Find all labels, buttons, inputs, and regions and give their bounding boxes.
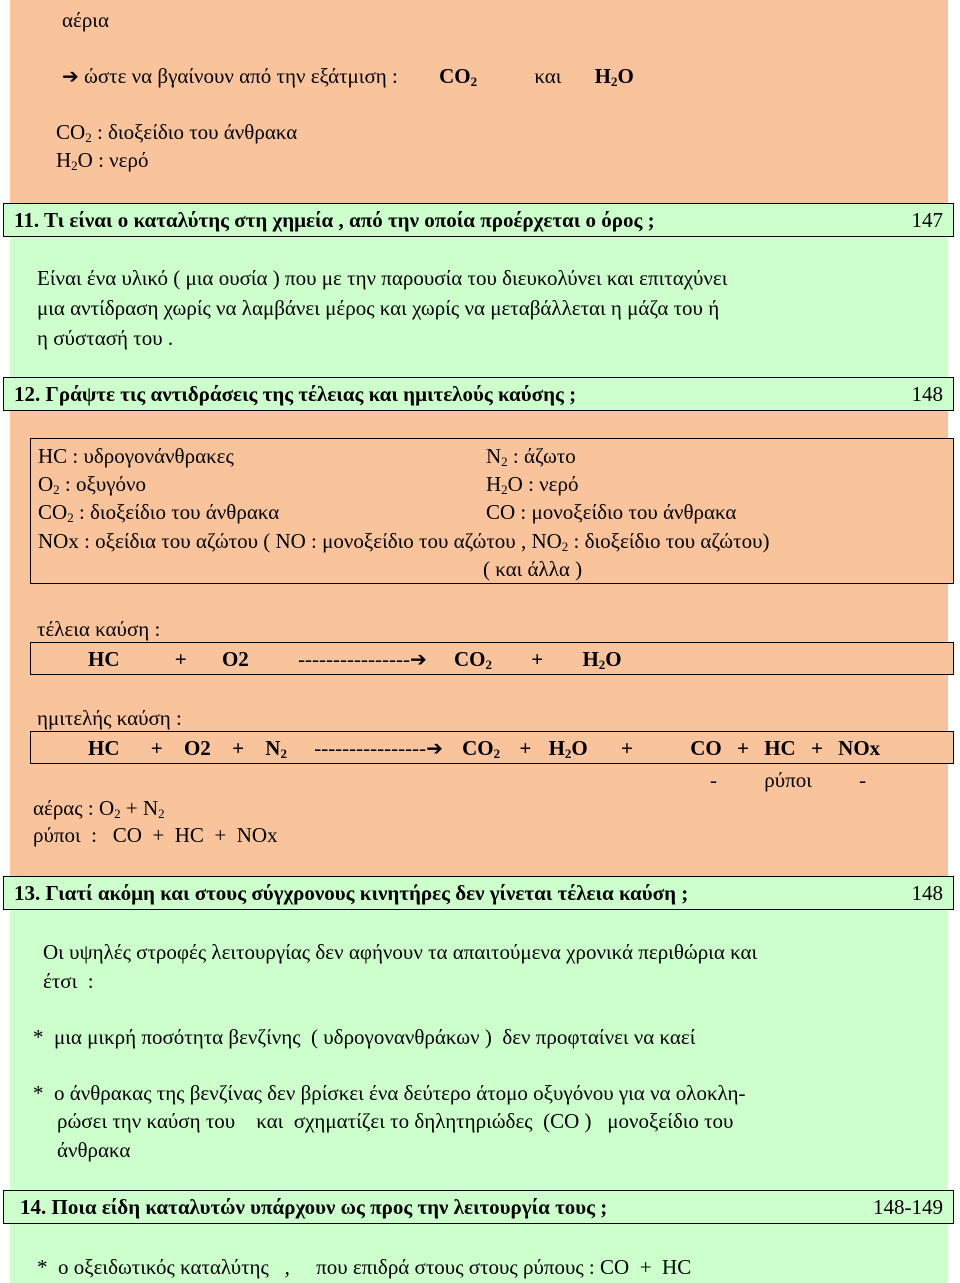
q13-bullet-2-line-3: άνθρακα bbox=[57, 1138, 131, 1162]
arrow-right-icon: ➔ bbox=[62, 64, 79, 88]
co2-formula: $CO_2$ bbox=[439, 64, 478, 89]
legend-nox: NOx : οξείδια του αζώτου ( NO : μονοξείδιο του αζώτου , $NO_2$ : διοξείδιο του αζώτου) bbox=[38, 529, 770, 554]
q13-question-box bbox=[3, 876, 954, 910]
air-composition: αέρας : $O_2 + N_2$ bbox=[33, 796, 165, 821]
q13-intro-line-1: Οι υψηλές στροφές λειτουργίας δεν αφήνουν τα απαιτούμενα χρονικά περιθώρια και bbox=[43, 940, 758, 964]
h2o-definition: $H_2O$ : νερό bbox=[56, 148, 149, 173]
legend-n2: $N_2$ : άζωτο bbox=[486, 444, 576, 469]
q13-bullet-1: * μια μικρή ποσότητα βενζίνης ( υδρογονανθράκων ) δεν προφταίνει να καεί bbox=[33, 1025, 696, 1049]
incomplete-combustion-label: ημιτελής καύση : bbox=[37, 706, 182, 730]
q13-bullet-2-line-1: * ο άνθρακας της βενζίνας δεν βρίσκει ένα δεύτερο άτομο οξυγόνου για να ολοκλη- bbox=[33, 1081, 746, 1105]
legend-others: ( και άλλα ) bbox=[483, 557, 583, 581]
q11-answer-line-2: μια αντίδραση χωρίς να λαμβάνει μέρος και χωρίς να μεταβάλλεται η μάζα του ή bbox=[37, 296, 720, 320]
q14-question-box bbox=[3, 1190, 954, 1224]
q11-question-box bbox=[3, 203, 954, 237]
legend-co: CO : μονοξείδιο του άνθρακα bbox=[486, 500, 737, 524]
exhaust-text: ώστε να βγαίνουν από την εξάτμιση : bbox=[84, 64, 398, 88]
q13-bullet-2-line-2: ρώσει την καύση του και σχηματίζει το δηλητηριώδες (CO ) μονοξείδιο του bbox=[57, 1109, 734, 1133]
complete-combustion-label: τέλεια καύση : bbox=[37, 617, 161, 641]
q12-page-number: 148 bbox=[911, 382, 943, 406]
q12-title: 12. Γράψτε τις αντιδράσεις της τέλειας και ημιτελούς καύσης ; bbox=[14, 382, 577, 406]
q13-title: 13. Γιατί ακόμη και στους σύγχρονους κινητήρες δεν γίνεται τέλεια καύση ; bbox=[14, 881, 689, 905]
arrow-right-icon: ➔ bbox=[409, 647, 427, 671]
legend-co2: $CO_2$ : διοξείδιο του άνθρακα bbox=[38, 500, 280, 525]
and-word: και bbox=[534, 64, 562, 88]
legend-hc: HC : υδρογονάνθρακες bbox=[38, 444, 234, 468]
q14-title: 14. Ποια είδη καταλυτών υπάρχουν ως προς την λειτουργία τους ; bbox=[20, 1195, 608, 1219]
top-section-background bbox=[10, 0, 948, 205]
arrow-right-icon: ➔ bbox=[426, 736, 443, 760]
h2o-formula: $H_2O$ bbox=[594, 64, 634, 89]
incomplete-combustion-equation: HC + $O2 + N_2$ ----------------➔ $CO_2 + H_2O$ + CO + HC + NOx bbox=[88, 736, 881, 761]
q13-page-number: 148 bbox=[911, 881, 943, 905]
q11-answer-line-3: η σύστασή του . bbox=[37, 326, 174, 350]
q11-answer-line-1: Είναι ένα υλικό ( μια ουσία ) που με την παρουσία του διευκολύνει και επιταχύνει bbox=[37, 266, 728, 290]
q13-intro-line-2: έτσι : bbox=[43, 969, 94, 993]
legend-o2: $O_2$ : οξυγόνο bbox=[38, 472, 147, 497]
pollutants-annotation: - ρύποι - bbox=[710, 768, 867, 792]
co2-definition: $CO_2$ : διοξείδιο του άνθρακα bbox=[56, 120, 298, 145]
q12-question-box bbox=[3, 377, 954, 411]
q11-title: 11. Τι είναι ο καταλύτης στη χημεία , από την οποία προέρχεται ο όρος ; bbox=[14, 208, 655, 232]
legend-h2o: $H_2O$ : νερό bbox=[486, 472, 579, 497]
pollutants-list: ρύποι : CO + HC + NOx bbox=[33, 823, 278, 847]
gases-word: αέρια bbox=[62, 8, 109, 32]
q11-page-number: 147 bbox=[911, 208, 943, 232]
exhaust-products-line bbox=[62, 64, 634, 88]
q14-bullet-1: * ο οξειδωτικός καταλύτης , που επιδρά στους στους ρύπους : CO + HC bbox=[37, 1255, 692, 1279]
q14-page-number: 148-149 bbox=[873, 1195, 943, 1219]
complete-combustion-equation: HC + O2 ----------------➔ $CO_2 + H_2O$ bbox=[88, 647, 622, 672]
